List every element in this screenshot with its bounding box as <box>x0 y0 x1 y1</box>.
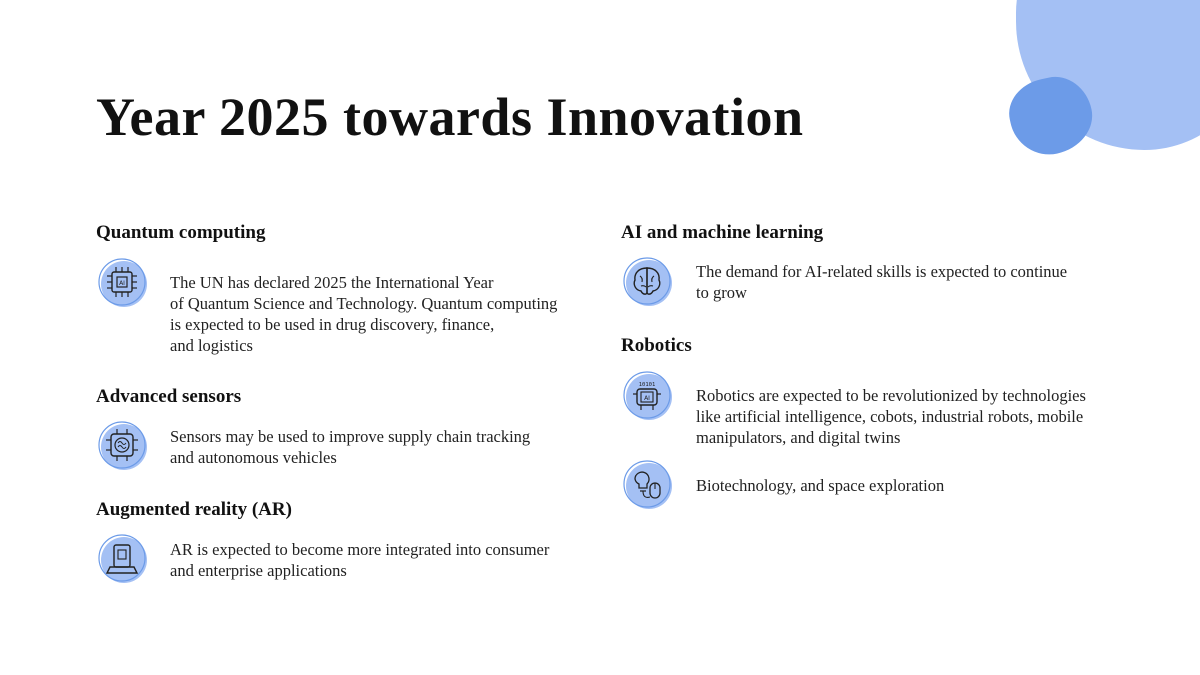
ar-device-icon <box>97 533 149 585</box>
brain-icon <box>622 256 674 308</box>
sensor-chip-icon <box>97 420 149 472</box>
text-line: and enterprise applications <box>170 561 347 580</box>
text-line: Robotics are expected to be revolutionized by technologies <box>696 386 1086 405</box>
ai-chip-icon <box>97 257 149 309</box>
text-line: Biotechnology, and space exploration <box>696 476 945 495</box>
svg-text:10101: 10101 <box>638 382 656 388</box>
text-line: Sensors may be used to improve supply chain tracking <box>170 427 531 446</box>
heading-robotics: Robotics <box>621 335 692 356</box>
advanced-sensors-text <box>170 426 530 468</box>
text-line: and autonomous vehicles <box>170 448 337 467</box>
text-line: The UN has declared 2025 the International Year <box>170 273 494 292</box>
svg-text:AI: AI <box>644 395 650 402</box>
quantum-computing-text <box>170 272 557 356</box>
text-line: of Quantum Science and Technology. Quantum computing <box>170 294 558 313</box>
svg-text:AI: AI <box>119 280 125 287</box>
heading-quantum-computing: Quantum computing <box>96 222 266 243</box>
text-line: The demand for AI-related skills is expected to continue <box>696 262 1068 281</box>
heading-ai-machine-learning: AI and machine learning <box>621 222 824 243</box>
text-line: manipulators, and digital twins <box>696 428 901 447</box>
text-line: like artificial intelligence, cobots, industrial robots, mobile <box>696 407 1084 426</box>
heading-advanced-sensors: Advanced sensors <box>96 386 242 407</box>
bulb-mouse-icon <box>622 459 674 511</box>
text-line: to grow <box>696 283 747 302</box>
robot-ai-icon <box>622 370 674 422</box>
biotechnology-text <box>696 475 944 496</box>
heading-augmented-reality: Augmented reality (AR) <box>96 499 292 520</box>
augmented-reality-text <box>170 539 549 581</box>
text-line: and logistics <box>170 336 253 355</box>
robotics-text <box>696 385 1086 448</box>
text-line: AR is expected to become more integrated into consumer <box>170 540 550 559</box>
page-title: Year 2025 towards Innovation <box>96 87 804 147</box>
ai-machine-learning-text <box>696 261 1067 303</box>
text-line: is expected to be used in drug discovery, finance, <box>170 315 495 334</box>
